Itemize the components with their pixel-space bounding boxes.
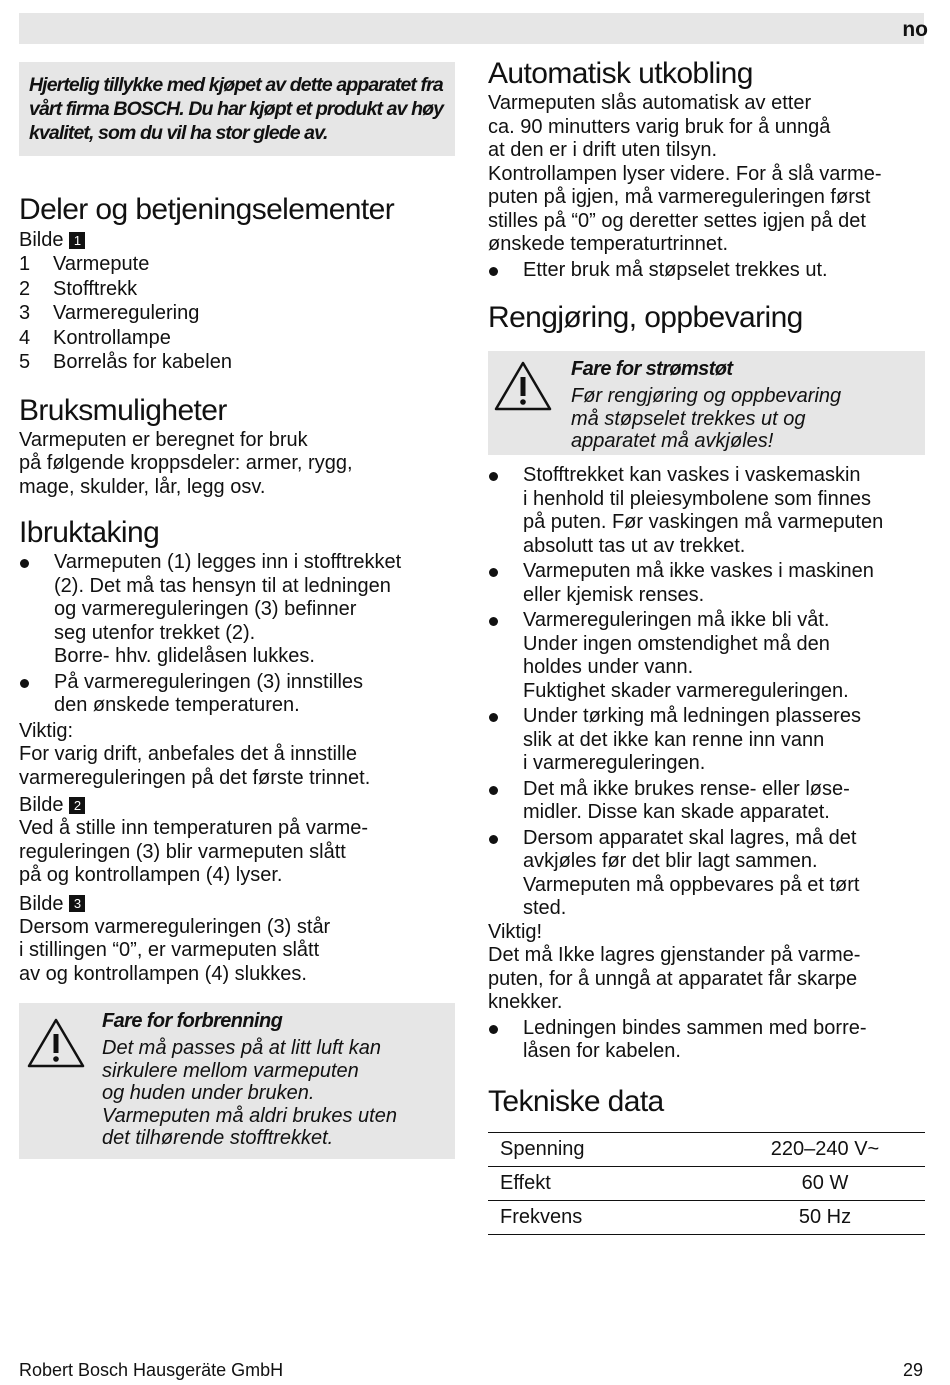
spec-value: 220–240 V~ bbox=[725, 1132, 925, 1166]
bilde-1-label: Bilde 1 bbox=[19, 228, 455, 252]
list-item: Varmereguleringen må ikke bli våt. Under ingen omstendighet må den holdes under vann. Fuktighet skader varmereguleringen. bbox=[488, 609, 925, 703]
important-label: Viktig! bbox=[488, 920, 543, 943]
cleaning-heading: Rengjøring, oppbevaring bbox=[488, 301, 803, 334]
cleaning-list bbox=[488, 464, 925, 921]
figure-number: 3 bbox=[69, 895, 85, 912]
list-item: Varmeputen (1) legges inn i stofftrekket (2). Det må tas hensyn til at ledningen og varmereguleringen (3) befinner seg utenfor trekket (2). Borre- hhv. glidelåsen lukkes. bbox=[19, 551, 455, 669]
bullet-icon bbox=[489, 472, 498, 481]
bullet-icon bbox=[489, 568, 498, 577]
part-number: 1 bbox=[19, 253, 31, 275]
bilde-2-label: Bilde 2 bbox=[19, 793, 455, 817]
usage-heading: Bruksmuligheter bbox=[19, 393, 227, 427]
list-item bbox=[19, 326, 455, 351]
footer-company: Robert Bosch Hausgeräte GmbH bbox=[19, 1360, 284, 1380]
table-row bbox=[488, 1200, 925, 1234]
list-item bbox=[19, 277, 455, 302]
warning-text: Det må passes på at litt luft kan sirkulere mellom varmeputen og huden under bruken. Varmeputen må aldri brukes uten det tilhørende stofftrekket. bbox=[102, 1037, 397, 1149]
figure-number: 2 bbox=[69, 797, 85, 814]
warning-title: Fare for forbrenning bbox=[102, 1010, 283, 1032]
list-item: Det må ikke brukes rense- eller løse- midler. Disse kan skade apparatet. bbox=[488, 778, 925, 825]
bullet-icon bbox=[489, 267, 498, 276]
part-label: Varmeregulering bbox=[53, 302, 200, 324]
language-code: no bbox=[902, 18, 928, 41]
usage-text: Varmeputen er beregnet for bruk på følgende kroppsdeler: armer, rygg, mage, skulder, lår, legg osv. bbox=[19, 428, 353, 498]
list-item bbox=[19, 301, 455, 326]
operation-list bbox=[19, 551, 455, 718]
warning-icon bbox=[493, 360, 553, 412]
list-item: Etter bruk må støpselet trekkes ut. bbox=[488, 259, 925, 283]
spec-label: Frekvens bbox=[488, 1200, 725, 1234]
list-item: På varmereguleringen (3) innstilles den ønskede temperaturen. bbox=[19, 671, 455, 718]
bullet-icon bbox=[20, 679, 29, 688]
figure-number: 1 bbox=[69, 232, 85, 249]
warning-icon bbox=[26, 1017, 86, 1069]
part-label: Kontrollampe bbox=[53, 326, 171, 349]
table-row bbox=[488, 1166, 925, 1200]
part-number: 5 bbox=[19, 351, 31, 373]
spec-value: 60 W bbox=[725, 1166, 925, 1200]
bullet-icon bbox=[20, 559, 29, 568]
part-number: 3 bbox=[19, 302, 31, 324]
part-number: 4 bbox=[19, 326, 31, 349]
spec-label: Spenning bbox=[488, 1132, 725, 1166]
part-number: 2 bbox=[19, 277, 31, 300]
part-label: Borrelås for kabelen bbox=[53, 351, 232, 373]
list-item: Dersom apparatet skal lagres, må det avkjøles før det blir lagt sammen. Varmeputen må oppbevares på et tørt sted. bbox=[488, 827, 925, 921]
bullet-icon bbox=[489, 835, 498, 844]
operation-heading: Ibruktaking bbox=[19, 516, 160, 549]
intro-box: Hjertelig tillykke med kjøpet av dette apparatet fra vårt firma BOSCH. Du har kjøpt et produkt av høy kvalitet, som du vil ha stor glede av. bbox=[19, 62, 455, 156]
list-item: Under tørking må ledningen plasseres slik at det ikke kan renne inn vann i varmereguleringen. bbox=[488, 705, 925, 776]
auto-off-list bbox=[488, 259, 925, 283]
list-item: Stofftrekket kan vaskes i vaskemaskin i henhold til pleiesymbolene som finnes på puten. Før vaskingen må varmeputen absolutt tas ut av trekket. bbox=[488, 464, 925, 558]
auto-off-heading: Automatisk utkobling bbox=[488, 57, 753, 90]
page-number: 29 bbox=[902, 1360, 923, 1380]
parts-heading: Deler og betjeningselementer bbox=[19, 193, 395, 226]
cable-list bbox=[488, 1017, 925, 1064]
list-item bbox=[19, 350, 455, 375]
warning-title: Fare for strømstøt bbox=[571, 358, 733, 380]
spec-label: Effekt bbox=[488, 1166, 725, 1200]
left-column: Hjertelig tillykke med kjøpet av dette apparatet fra vårt firma BOSCH. Du har kjøpt et produkt av høy kvalitet, som du vil ha stor glede av. Deler og betjeningselementer Bilde 1 1 Varmepute 2 Stofftrekk 3 Varmeregulering 4 Kontrollampe 5 Borrelås for kabelen Bruksmuligheter Varmeputen er beregnet for bruk på følgende kroppsdeler: armer, rygg, mage, skulder, lår, legg osv. Ibruktaking Varmeputen (1) legges inn i stofftrekket (2). Det må tas hensyn til at ledningen og varmereguleringen (3) befinner seg utenfor trekket (2). Borre- hhv. glidelåsen lukkes. På varmereguleringen (3) innstilles den ønskede temperaturen. Viktig: For varig drift, anbefales det å innstille varmereguleringen på det første trinnet. Bilde 2 Ved å stille inn temperaturen på varme- reguleringen (3) blir varmeputen slått på og kontrollampen (4) lyser. Bilde 3 Dersom varmereguleringen (3) står i stillingen “0”, er varmeputen slått av og kontrollampen (4) slukkes. Fare for forbrenning Det må passes på at litt luft kan sirkulere mellom varmeputen og huden under bruken. Varmeputen må aldri brukes uten det tilhørende stofftrekket. bbox=[19, 62, 455, 1159]
bilde-3-label: Bilde 3 bbox=[19, 892, 455, 916]
bullet-icon bbox=[489, 1025, 498, 1034]
shock-warning-box bbox=[488, 351, 925, 455]
burn-warning-box bbox=[19, 1003, 455, 1159]
list-item: Ledningen bindes sammen med borre- låsen for kabelen. bbox=[488, 1017, 925, 1064]
spec-value: 50 Hz bbox=[725, 1200, 925, 1234]
header-bar bbox=[19, 13, 924, 44]
table-row bbox=[488, 1132, 925, 1166]
part-label: Varmepute bbox=[53, 253, 150, 275]
part-label: Stofftrekk bbox=[53, 277, 138, 300]
tech-heading: Tekniske data bbox=[488, 1084, 664, 1118]
list-item bbox=[19, 252, 455, 277]
list-item: Varmeputen må ikke vaskes i maskinen eller kjemisk renses. bbox=[488, 560, 925, 607]
warning-text: Før rengjøring og oppbevaring må støpselet trekkes ut og apparatet må avkjøles! bbox=[571, 385, 842, 452]
bullet-icon bbox=[489, 786, 498, 795]
tech-table bbox=[488, 1132, 925, 1235]
important-label: Viktig: bbox=[19, 719, 74, 742]
bullet-icon bbox=[489, 713, 498, 722]
parts-list bbox=[19, 252, 455, 375]
right-column: Automatisk utkobling Varmeputen slås automatisk av etter ca. 90 minutters varig bruk for å unngå at den er i drift uten tilsyn. Kontrollampen lyser videre. For å slå varme- puten på igjen, må varmereguleringen først stilles på “0” og deretter settes igjen på det ønskede temperaturtrinnet. Etter bruk må støpselet trekkes ut. Rengjøring, oppbevaring Fare for strømstøt Før rengjøring og oppbevaring må støpselet trekkes ut og apparatet må avkjøles! Stofftrekket kan vaskes i vaskemaskin i henhold til pleiesymbolene som finnes på puten. Før vaskingen må varmeputen absolutt tas ut av trekket. Varmeputen må ikke vaskes i maskinen eller kjemisk renses. Varmereguleringen må ikke bli våt. Under ingen omstendighet må den holdes under vann. Fuktighet skader varmereguleringen. Under tørking må ledningen plasseres slik at det ikke kan renne inn vann i varmereguleringen. Det må ikke brukes rense- eller løse- midler. Disse kan skade apparatet. Dersom apparatet skal lagres, må det avkjøles før det blir lagt sammen. Varmeputen må oppbevares på et tørt sted. Viktig! Det må Ikke lagres gjenstander på varme- puten, for å unngå at apparatet får skarpe knekker. Ledningen bindes sammen med borre- låsen for kabelen. Tekniske data Spenning 220–240 V~ Effekt 60 W Frekvens 50 Hz bbox=[488, 56, 925, 1235]
bullet-icon bbox=[489, 617, 498, 626]
